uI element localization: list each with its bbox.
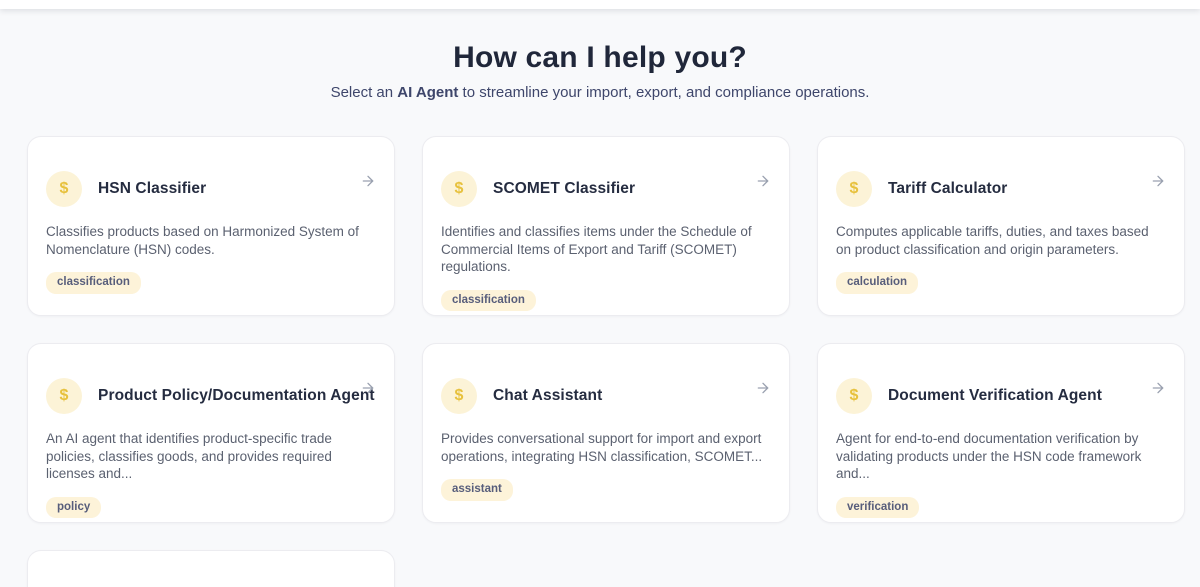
subtitle-emphasis: AI Agent bbox=[397, 84, 459, 101]
agent-card-product-policy-documentation[interactable] bbox=[27, 343, 395, 523]
subtitle-suffix: to streamline your import, export, and compliance operations. bbox=[458, 84, 870, 101]
agent-card-tag: assistant bbox=[441, 479, 513, 501]
agent-card-title: Product Policy/Documentation Agent bbox=[98, 387, 375, 404]
subtitle-prefix: Select an bbox=[330, 84, 398, 101]
header-bottom-edge bbox=[0, 0, 1200, 9]
agent-card-description: An AI agent that identifies product-specific trade policies, classifies goods, and provides required licenses and... bbox=[46, 431, 332, 481]
agent-card-description: Computes applicable tariffs, duties, and taxes based on product classification and origin parameters. bbox=[836, 224, 1149, 257]
arrow-right-icon[interactable] bbox=[360, 380, 376, 396]
page-title: How can I help you? bbox=[453, 41, 747, 74]
agent-card-scomet-classifier[interactable] bbox=[422, 136, 790, 316]
card-header bbox=[836, 378, 1166, 414]
agent-card-tag: calculation bbox=[836, 272, 918, 294]
arrow-right-icon[interactable] bbox=[360, 173, 376, 189]
dollar-icon: $ bbox=[836, 378, 872, 414]
agent-card-tag: verification bbox=[836, 497, 919, 519]
agent-card-tag: policy bbox=[46, 497, 101, 519]
agent-cards-grid bbox=[27, 136, 1200, 587]
dollar-icon: $ bbox=[441, 171, 477, 207]
agent-card-description: Identifies and classifies items under the Schedule of Commercial Items of Export and Tariff (SCOMET) regulations. bbox=[441, 224, 752, 274]
agent-card-chat-assistant[interactable] bbox=[422, 343, 790, 523]
card-header bbox=[46, 171, 376, 207]
agent-card-title: HSN Classifier bbox=[98, 180, 207, 197]
agent-card-document-verification[interactable] bbox=[817, 343, 1185, 523]
agent-card-description: Classifies products based on Harmonized System of Nomenclature (HSN) codes. bbox=[46, 224, 359, 257]
card-header bbox=[441, 378, 771, 414]
dollar-icon: $ bbox=[836, 171, 872, 207]
agent-card-title: Tariff Calculator bbox=[888, 180, 1008, 197]
agent-card-tariff-calculator[interactable] bbox=[817, 136, 1185, 316]
agent-card-partial[interactable] bbox=[27, 550, 395, 587]
agent-card-tag: classification bbox=[46, 272, 141, 294]
page-subtitle bbox=[0, 83, 1200, 103]
card-header bbox=[836, 171, 1166, 207]
agent-card-title: Chat Assistant bbox=[493, 387, 603, 404]
agent-card-description: Provides conversational support for import and export operations, integrating HSN classification, SCOMET... bbox=[441, 431, 763, 464]
arrow-right-icon[interactable] bbox=[1150, 380, 1166, 396]
arrow-right-icon[interactable] bbox=[755, 173, 771, 189]
card-header bbox=[441, 171, 771, 207]
hero-section bbox=[0, 39, 1200, 103]
agent-card-tag: classification bbox=[441, 290, 536, 312]
dollar-icon: $ bbox=[46, 171, 82, 207]
card-header bbox=[46, 378, 376, 414]
arrow-right-icon[interactable] bbox=[1150, 173, 1166, 189]
agent-card-hsn-classifier[interactable] bbox=[27, 136, 395, 316]
agent-card-title: Document Verification Agent bbox=[888, 387, 1102, 404]
dollar-icon: $ bbox=[441, 378, 477, 414]
agent-card-title: SCOMET Classifier bbox=[493, 180, 636, 197]
agent-card-description: Agent for end-to-end documentation verification by validating products under the HSN code framework and... bbox=[836, 431, 1142, 481]
arrow-right-icon[interactable] bbox=[755, 380, 771, 396]
dollar-icon: $ bbox=[46, 378, 82, 414]
